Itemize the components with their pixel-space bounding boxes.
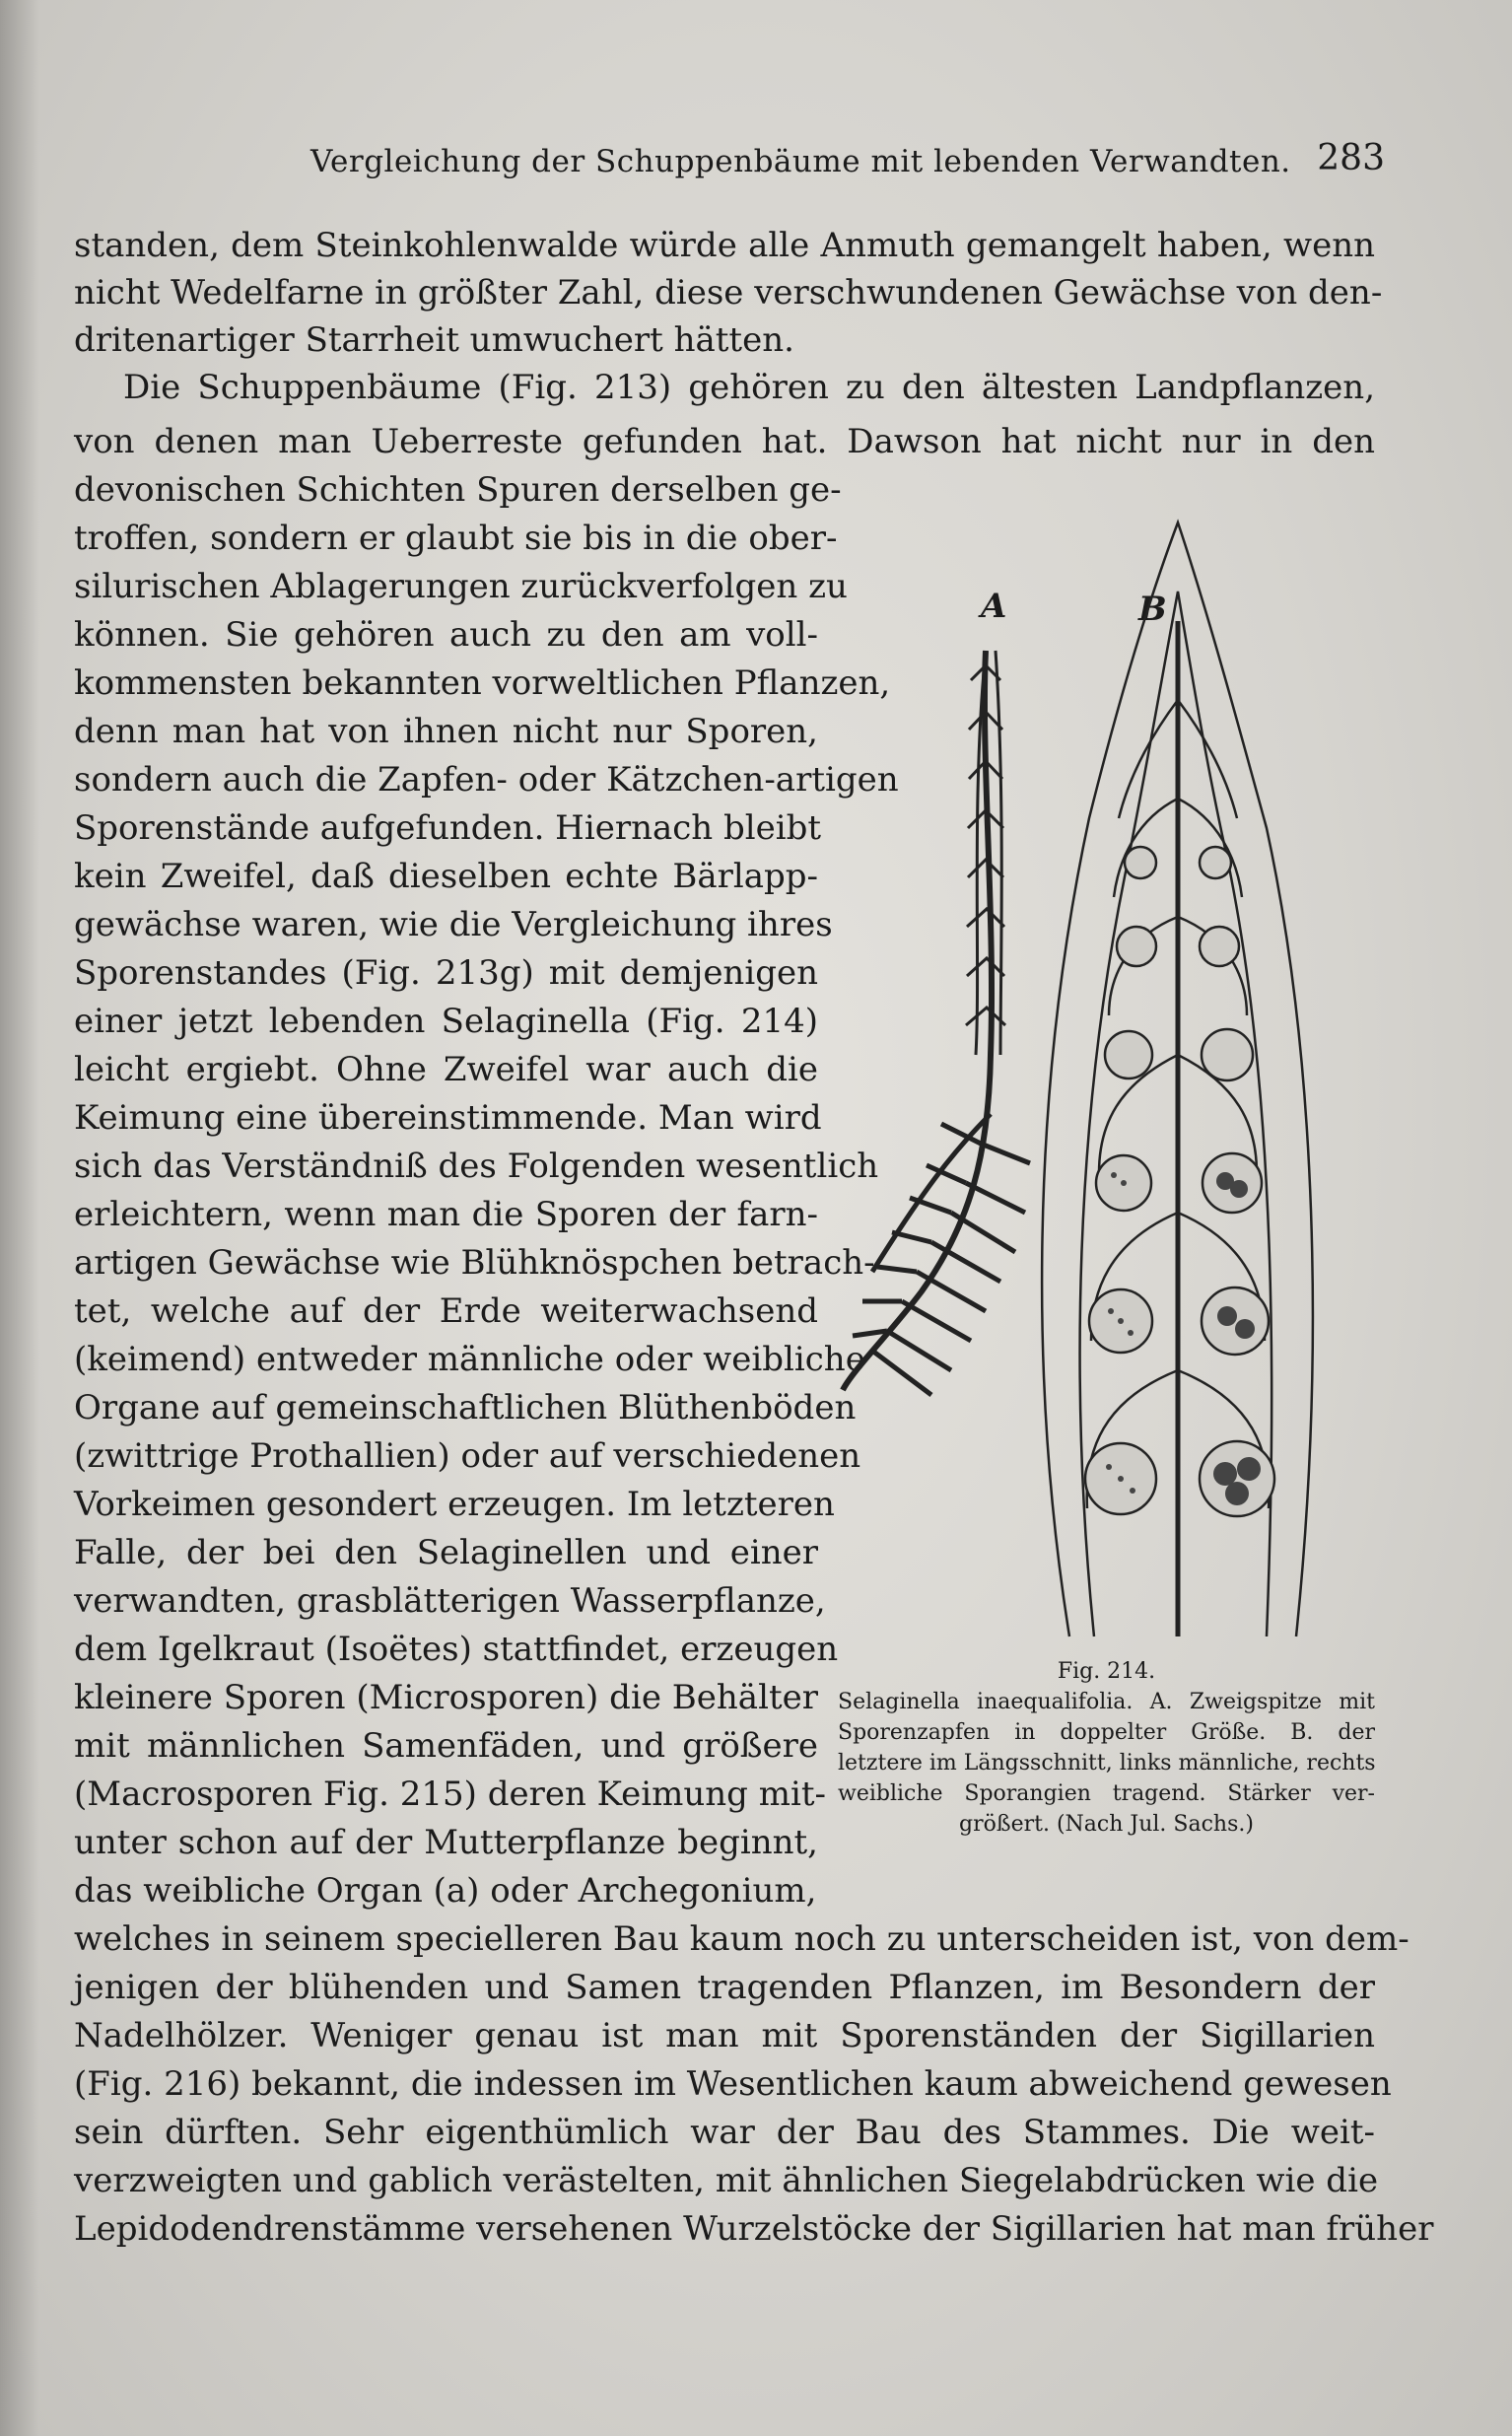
text-line: welches in seinem specielleren Bau kaum noch zu unterscheiden ist, von dem-	[74, 1919, 1409, 1959]
text-line: jenigen der blühenden und Samen tragenden Pflanzen, im Besondern der	[74, 1968, 1375, 2007]
text-line: Falle, der bei den Selaginellen und einer	[74, 1533, 818, 1572]
selaginella-drawing	[833, 503, 1385, 1666]
text-line: Nadelhölzer. Weniger genau ist man mit Sporenständen der Sigillarien	[74, 2016, 1375, 2055]
text-line: Vorkeimen gesondert erzeugen. Im letzteren	[74, 1485, 835, 1524]
text-line: einer jetzt lebenden Selaginella (Fig. 214)	[74, 1002, 818, 1041]
caption-line: weibliche Sporangien tragend. Stärker ver-	[838, 1781, 1375, 1806]
text-line: das weibliche Organ (a) oder Archegonium,	[74, 1871, 817, 1911]
text-line: devonischen Schichten Spuren derselben ge-	[74, 470, 842, 510]
text-line: (Fig. 216) bekannt, die indessen im Wesentlichen kaum abweichend gewesen	[74, 2064, 1392, 2104]
text-line: dritenartiger Starrheit umwuchert hätten.	[74, 320, 794, 360]
text-line: kommensten bekannten vorweltlichen Pflanzen,	[74, 663, 891, 703]
text-line: leicht ergiebt. Ohne Zweifel war auch die	[74, 1050, 818, 1089]
text-line: (keimend) entweder männliche oder weibliche	[74, 1340, 865, 1379]
page-number: 283	[1317, 138, 1385, 178]
text-line: troffen, sondern er glaubt sie bis in die ober-	[74, 519, 838, 558]
text-line: tet, welche auf der Erde weiterwachsend	[74, 1291, 818, 1331]
text-line: unter schon auf der Mutterpflanze beginnt,	[74, 1823, 818, 1862]
text-line: mit männlichen Samenfäden, und größere	[74, 1726, 818, 1766]
text-line: Die Schuppenbäume (Fig. 213) gehören zu den ältesten Landpflanzen,	[123, 368, 1375, 407]
text-line: sich das Verständniß des Folgenden wesentlich	[74, 1147, 879, 1186]
text-line: denn man hat von ihnen nicht nur Sporen,	[74, 712, 818, 751]
text-line: dem Igelkraut (Isoëtes) stattfindet, erzeugen	[74, 1630, 839, 1669]
text-line: sondern auch die Zapfen- oder Kätzchen-artigen	[74, 760, 899, 800]
text-line: standen, dem Steinkohlenwalde würde alle Anmuth gemangelt haben, wenn	[74, 226, 1375, 265]
page-shadow	[0, 0, 39, 2436]
text-line: sein dürften. Sehr eigenthümlich war der Bau des Stammes. Die weit-	[74, 2113, 1375, 2152]
figure-label-a: A	[981, 587, 1007, 626]
caption-line: größert. (Nach Jul. Sachs.)	[959, 1812, 1254, 1837]
caption-line: Selaginella inaequalifolia. A. Zweigspitze mit	[838, 1690, 1375, 1714]
text-line: kleinere Sporen (Microsporen) die Behälter	[74, 1678, 818, 1717]
text-line: gewächse waren, wie die Vergleichung ihres	[74, 905, 833, 944]
text-line: Lepidodendrenstämme versehenen Wurzelstöcke der Sigillarien hat man früher	[74, 2209, 1434, 2249]
text-line: Sporenstände aufgefunden. Hiernach bleibt	[74, 808, 822, 848]
text-line: von denen man Ueberreste gefunden hat. Dawson hat nicht nur in den	[74, 422, 1375, 461]
text-line: verwandten, grasblätterigen Wasserpflanze,	[74, 1581, 826, 1621]
text-line: nicht Wedelfarne in größter Zahl, diese verschwundenen Gewächse von den-	[74, 273, 1383, 313]
text-line: können. Sie gehören auch zu den am voll-	[74, 615, 818, 655]
figure-label-b: B	[1138, 590, 1167, 629]
figure-caption	[838, 1656, 1375, 1840]
text-line: verzweigten und gablich verästelten, mit ähnlichen Siegelabdrücken wie die	[74, 2161, 1379, 2200]
caption-title: Fig. 214.	[1057, 1659, 1156, 1684]
caption-line: letztere im Längsschnitt, links männliche, rechts	[838, 1751, 1376, 1775]
text-line: silurischen Ablagerungen zurückverfolgen zu	[74, 567, 848, 606]
text-line: (Macrosporen Fig. 215) deren Keimung mit-	[74, 1775, 827, 1814]
text-line: artigen Gewächse wie Blühknöspchen betrach-	[74, 1243, 875, 1283]
figure-214-illustration	[833, 503, 1385, 1666]
running-head: Vergleichung der Schuppenbäume mit lebenden Verwandten.	[310, 144, 1291, 179]
text-line: kein Zweifel, daß dieselben echte Bärlapp-	[74, 857, 818, 896]
text-line: Sporenstandes (Fig. 213g) mit demjenigen	[74, 953, 818, 993]
caption-line: Sporenzapfen in doppelter Größe. B. der	[838, 1720, 1375, 1745]
text-line: erleichtern, wenn man die Sporen der farn-	[74, 1195, 818, 1234]
page-header	[74, 138, 1385, 187]
text-line: Organe auf gemeinschaftlichen Blüthenböden	[74, 1388, 857, 1427]
text-line: Keimung eine übereinstimmende. Man wird	[74, 1098, 822, 1138]
shoot-tip-a	[843, 651, 1030, 1395]
text-line: (zwittrige Prothallien) oder auf verschiedenen	[74, 1436, 861, 1476]
